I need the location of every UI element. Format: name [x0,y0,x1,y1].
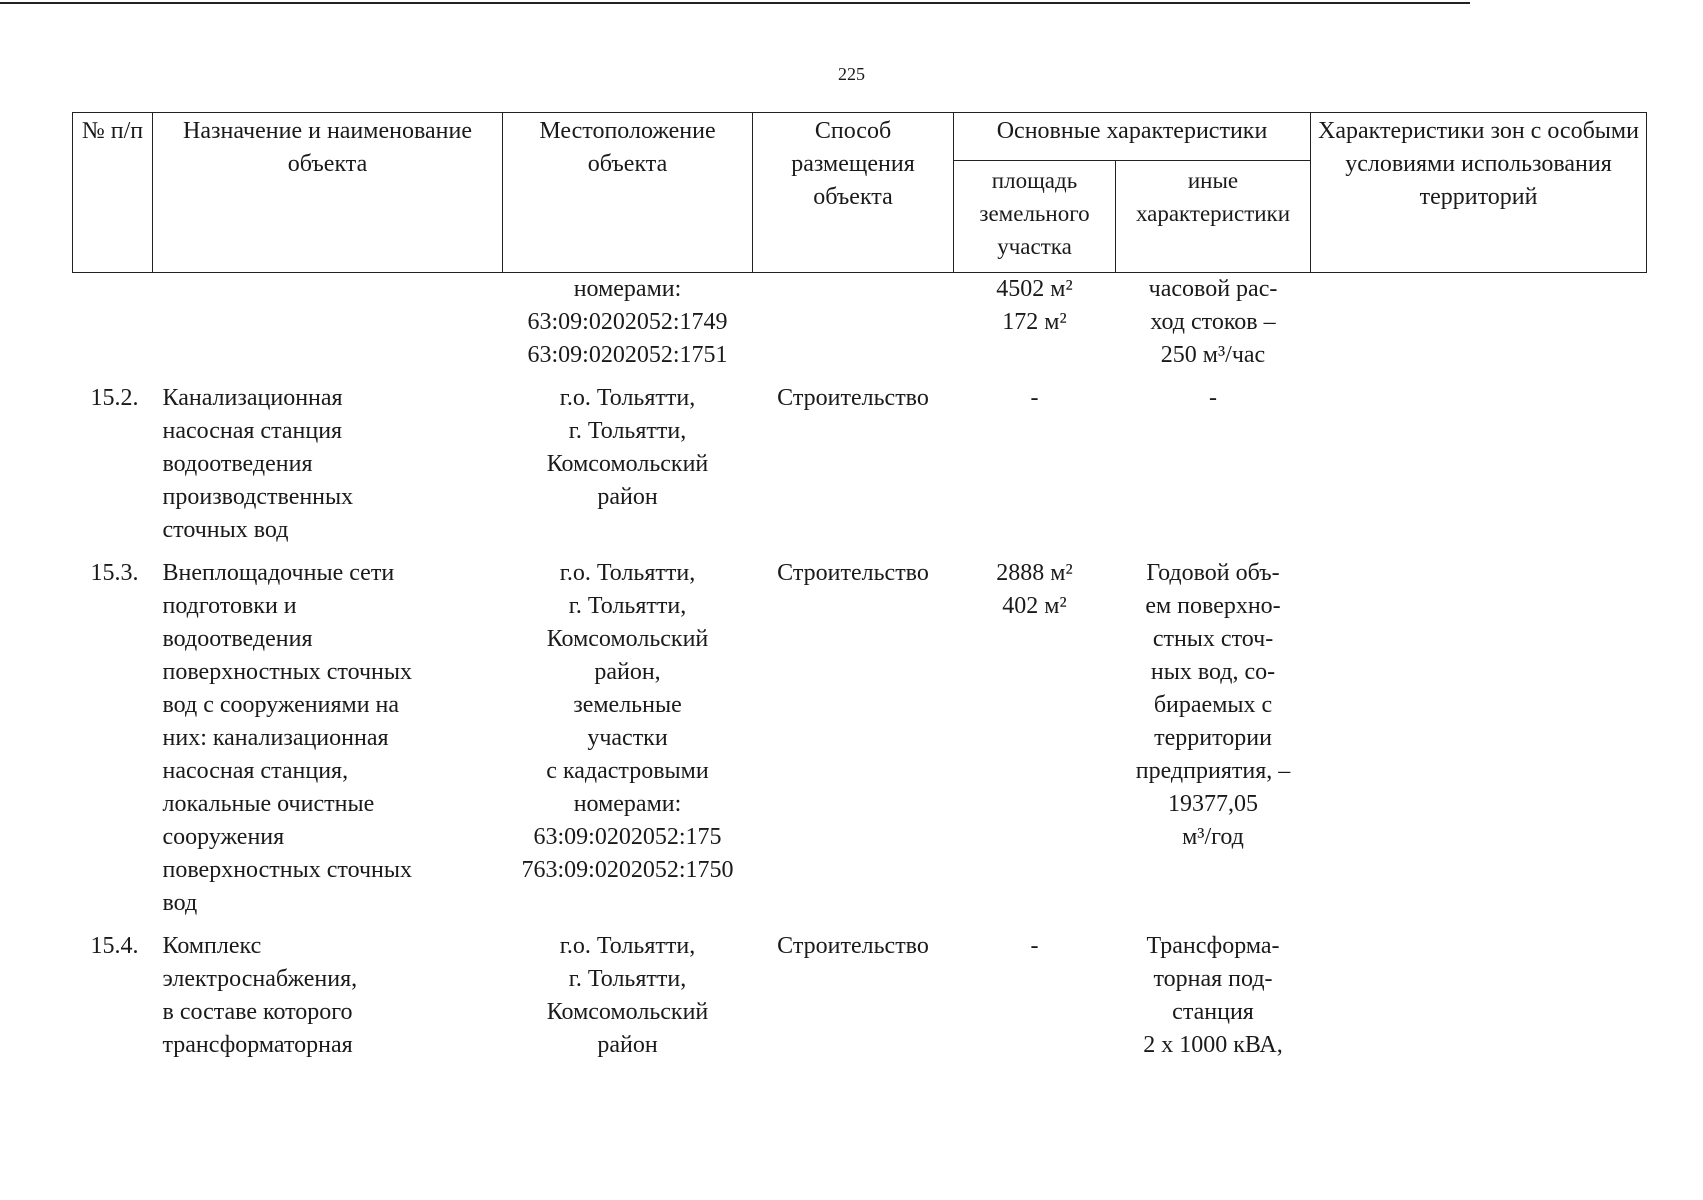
header-main-characteristics: Основные характеристики [954,113,1311,161]
cell-line: 402 м² [1002,593,1067,619]
cell-line: с кадастровыми [546,758,709,784]
cell-line: станция [1172,999,1254,1025]
table-row [73,273,1647,373]
cell-method [753,273,954,373]
cell-line: сооружения [162,824,285,850]
header-name: Назначение и наименование объекта [153,113,503,273]
cell-line: м³/год [1182,824,1244,850]
cell-line: поверхностных сточных [162,857,412,883]
objects-table [72,112,1647,1062]
cell-line: вод [162,890,198,916]
cell-line: водоотведения [162,626,313,652]
cell-line: насосная станция, [162,758,349,784]
cell-line: торная под- [1153,966,1273,992]
cell-line: 63:09:0202052:1751 [527,342,728,368]
cell-other [1116,920,1311,1062]
cell-zones [1311,920,1647,1062]
header-zones: Характеристики зон с особыми условиями использования территорий [1311,113,1647,273]
cell-line: Годовой объ- [1146,560,1280,586]
cell-line: них: канализационная [162,725,389,751]
cell-line: насосная станция [162,418,343,444]
cell-area [954,547,1116,920]
cell-line: Трансформа- [1146,933,1280,959]
cell-line: Канализационная [162,385,343,411]
cell-line: ем поверхно- [1145,593,1281,619]
table-body [73,273,1647,1063]
header-other: иные характеристики [1116,161,1311,273]
cell-other [1116,547,1311,920]
cell-line: - [1030,385,1039,411]
cell-name [153,372,503,547]
cell-line: трансформаторная [162,1032,353,1058]
table-header [73,113,1647,273]
cell-line: ход стоков – [1150,309,1276,335]
cell-line: бираемых с [1153,692,1273,718]
table-row [73,547,1647,920]
cell-num: 15.4. [90,933,139,959]
cell-line: поверхностных сточных [162,659,412,685]
cell-line: стных сточ- [1152,626,1274,652]
cell-line: г. Тольятти, [568,418,687,444]
cell-line: район, [594,659,661,685]
cell-method: Строительство [777,933,929,959]
header-location: Местоположение объекта [503,113,753,273]
cell-name [153,920,503,1062]
cell-line: номерами: [573,276,682,302]
cell-line: 63:09:0202052:1749 [527,309,728,335]
cell-line: г.о. Тольятти, [559,560,696,586]
cell-line: Внеплощадочные сети [162,560,395,586]
cell-line: 63:09:0202052:175 [533,824,722,850]
cell-line: Комсомольский [546,999,709,1025]
cell-location [503,920,753,1062]
cell-line: 2 х 1000 кВА, [1143,1032,1283,1058]
table-row [73,372,1647,547]
cell-num: 15.2. [90,385,139,411]
cell-line: земельные [573,692,682,718]
cell-line: район [597,484,658,510]
header-num: № п/п [73,113,153,273]
cell-line: 2888 м² [996,560,1073,586]
cell-line: номерами: [573,791,682,817]
cell-method: Строительство [777,560,929,586]
cell-line: Комсомольский [546,626,709,652]
cell-zones [1311,273,1647,373]
cell-line: 250 м³/час [1160,342,1266,368]
cell-line: локальные очистные [162,791,375,817]
cell-line: 4502 м² [996,276,1073,302]
cell-line: район [597,1032,658,1058]
cell-line: ных вод, со- [1150,659,1276,685]
cell-num: 15.3. [90,560,139,586]
cell-line: предприятия, – [1135,758,1291,784]
cell-line: 19377,05 [1168,791,1258,817]
cell-line: 172 м² [1002,309,1067,335]
cell-location [503,547,753,920]
top-rule [0,2,1470,4]
cell-num [73,273,153,373]
cell-line: водоотведения [162,451,313,477]
cell-line: 763:09:0202052:1750 [521,857,734,883]
cell-line: - [1209,385,1217,411]
cell-line: участки [587,725,668,751]
cell-name [153,547,503,920]
header-area: площадь земельного участка [954,161,1116,273]
cell-line: г. Тольятти, [568,593,687,619]
cell-area [954,273,1116,373]
cell-line: вод с сооружениями на [162,692,400,718]
cell-line: часовой рас- [1148,276,1278,302]
page-number: 225 [838,64,865,84]
cell-line: г.о. Тольятти, [559,385,696,411]
cell-line: производственных [162,484,354,510]
cell-line: подготовки и [162,593,297,619]
cell-zones [1311,372,1647,547]
cell-other [1116,273,1311,373]
cell-line: г.о. Тольятти, [559,933,696,959]
cell-line: сточных вод [162,517,289,543]
cell-area [954,372,1116,547]
cell-line: Комсомольский [546,451,709,477]
cell-line: электроснабжения, [162,966,358,992]
cell-location [503,273,753,373]
cell-zones [1311,547,1647,920]
cell-line: территории [1154,725,1272,751]
cell-area [954,920,1116,1062]
cell-line: г. Тольятти, [568,966,687,992]
cell-line: Комплекс [162,933,262,959]
cell-location [503,372,753,547]
cell-line: в составе которого [162,999,353,1025]
cell-other [1116,372,1311,547]
header-method: Способ размещения объекта [753,113,954,273]
cell-name [153,273,503,373]
cell-method: Строительство [777,385,929,411]
cell-line: - [1030,933,1039,959]
table-row [73,920,1647,1062]
